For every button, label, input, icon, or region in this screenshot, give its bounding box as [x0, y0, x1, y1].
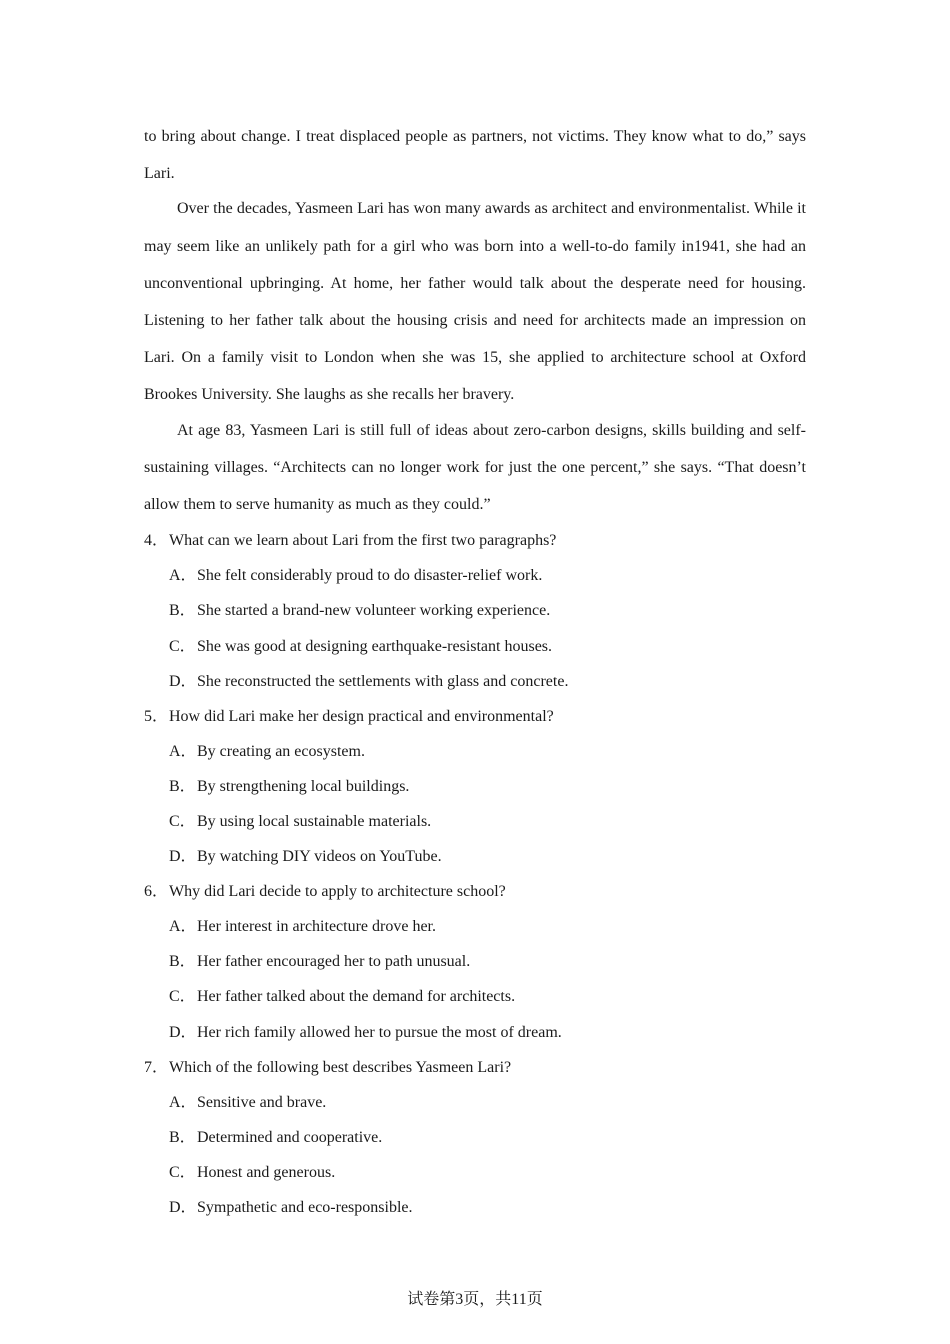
- option-letter: A．: [169, 742, 197, 760]
- option-b: [169, 769, 806, 804]
- option-a: [169, 1085, 806, 1120]
- option-c: [169, 979, 806, 1014]
- option-text: By watching DIY videos on YouTube.: [197, 848, 442, 866]
- question-7: [144, 1050, 806, 1225]
- page-footer: 试卷第3页，共11页: [407, 1291, 543, 1308]
- question-stem: [144, 874, 806, 909]
- option-letter: C．: [169, 988, 196, 1006]
- option-text: Her father talked about the demand for architects.: [197, 988, 516, 1006]
- option-text: Determined and cooperative.: [197, 1128, 383, 1146]
- question-stem: [144, 699, 806, 734]
- option-b: [169, 1120, 806, 1155]
- question-text: What can we learn about Lari from the first two paragraphs?: [169, 532, 557, 550]
- question-4: [144, 523, 806, 698]
- option-d: [169, 664, 806, 699]
- question-5: [144, 699, 806, 874]
- option-b: [169, 593, 806, 628]
- option-letter: A．: [169, 567, 197, 585]
- option-text: Her rich family allowed her to pursue the most of dream.: [197, 1023, 562, 1041]
- option-letter: A．: [169, 918, 197, 936]
- option-letter: D．: [169, 1199, 197, 1217]
- question-text: Which of the following best describes Yasmeen Lari?: [169, 1058, 512, 1076]
- question-number: 7．: [144, 1058, 169, 1076]
- option-c: [169, 1155, 806, 1190]
- option-letter: C．: [169, 637, 196, 655]
- option-d: [169, 1015, 806, 1050]
- option-letter: B．: [169, 602, 196, 620]
- option-letter: B．: [169, 777, 196, 795]
- option-a: [169, 909, 806, 944]
- option-letter: B．: [169, 953, 196, 971]
- option-letter: C．: [169, 812, 196, 830]
- question-text: How did Lari make her design practical and environmental?: [169, 707, 554, 725]
- option-c: [169, 629, 806, 664]
- question-text: Why did Lari decide to apply to architecture school?: [169, 883, 506, 901]
- option-text: Honest and generous.: [197, 1163, 336, 1181]
- question-stem: [144, 523, 806, 558]
- passage-paragraph-3: At age 83, Yasmeen Lari is still full of ideas about zero-carbon designs, skills building and self-sustaining villages. “Architects can no longer work for just the one percent,” she says. “That doesn’t allow them to serve humanity as much as they could.”: [144, 421, 806, 514]
- option-d: [169, 839, 806, 874]
- option-text: She reconstructed the settlements with glass and concrete.: [197, 672, 569, 690]
- option-text: By strengthening local buildings.: [197, 777, 410, 795]
- option-text: Her father encouraged her to path unusual.: [197, 953, 471, 971]
- option-text: Her interest in architecture drove her.: [197, 918, 436, 936]
- option-text: She felt considerably proud to do disaster-relief work.: [197, 567, 543, 585]
- page-content: [144, 118, 806, 1225]
- question-stem: [144, 1050, 806, 1085]
- option-text: By creating an ecosystem.: [197, 742, 365, 760]
- question-number: 5．: [144, 707, 169, 725]
- option-text: She was good at designing earthquake-resistant houses.: [197, 637, 553, 655]
- option-a: [169, 558, 806, 593]
- option-letter: D．: [169, 1023, 197, 1041]
- option-a: [169, 734, 806, 769]
- passage-paragraph-1: to bring about change. I treat displaced people as partners, not victims. They know what to do,” says Lari.: [144, 128, 806, 183]
- question-number: 4．: [144, 532, 169, 550]
- option-letter: D．: [169, 848, 197, 866]
- option-letter: C．: [169, 1163, 196, 1181]
- option-letter: D．: [169, 672, 197, 690]
- option-text: Sympathetic and eco-responsible.: [197, 1199, 413, 1217]
- option-d: [169, 1190, 806, 1225]
- reading-passage: [144, 118, 806, 523]
- option-text: Sensitive and brave.: [197, 1093, 327, 1111]
- option-text: By using local sustainable materials.: [197, 812, 432, 830]
- question-6: [144, 874, 806, 1049]
- question-number: 6．: [144, 883, 169, 901]
- passage-paragraph-2: Over the decades, Yasmeen Lari has won many awards as architect and environmentalist. While it may seem like an unlikely path for a girl who was born into a well-to-do family in1941, she had an unconventional upbringing. At home, her father would talk about the desperate need for housing. Listening to her father talk about the housing crisis and need for architects made an impression on Lari. On a family visit to London when she was 15, she applied to architecture school at Oxford Brookes University. She laughs as she recalls her bravery.: [144, 200, 806, 404]
- option-b: [169, 944, 806, 979]
- option-c: [169, 804, 806, 839]
- option-letter: B．: [169, 1128, 196, 1146]
- option-text: She started a brand-new volunteer working experience.: [197, 602, 551, 620]
- option-letter: A．: [169, 1093, 197, 1111]
